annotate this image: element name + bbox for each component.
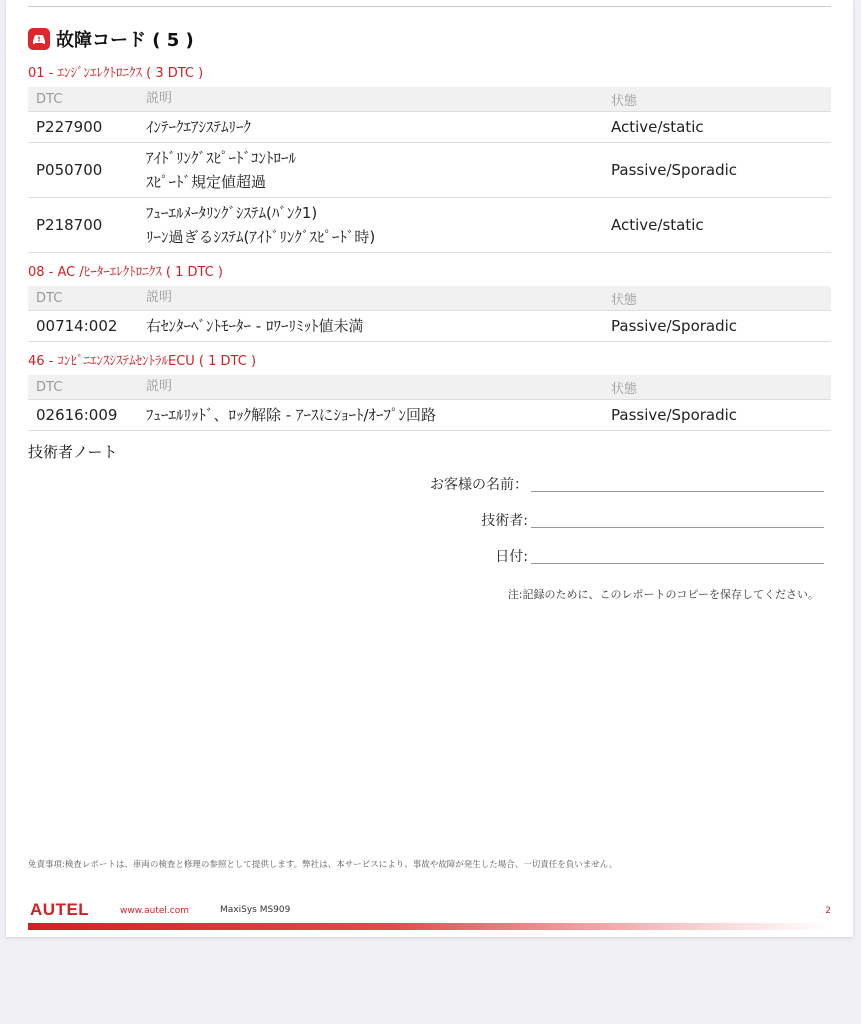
group-title-convenience-ecu: 46 - ｺﾝﾋﾞﾆｴﾝｽｼｽﾃﾑｾﾝﾄﾗﾙECU ( 1 DTC ) [28, 354, 257, 369]
header-dtc: DTC [36, 91, 63, 107]
customer-name-field [28, 474, 824, 496]
header-status: 状態 [611, 93, 638, 109]
group-title-ac-heater: 08 - AC /ﾋｰﾀｰｴﾚｸﾄﾛﾆｸｽ ( 1 DTC ) [28, 265, 223, 280]
customer-name-line [531, 491, 824, 492]
description-line: ﾘｰﾝ過ぎるｼｽﾃﾑ(ｱｲﾄﾞﾘﾝｸﾞｽﾋﾟｰﾄﾞ時) [146, 228, 376, 246]
device-model: MaxiSys MS909 [220, 905, 291, 915]
dtc-table-engine [28, 87, 831, 253]
dtc-status: Passive/Sporadic [611, 317, 738, 335]
dtc-description [146, 403, 611, 427]
dtc-status: Active/static [611, 216, 704, 234]
technician-label: 技術者: [481, 513, 528, 529]
table-row [28, 399, 831, 431]
date-label: 日付: [495, 549, 528, 565]
dtc-status: Active/static [611, 118, 704, 136]
report-page [6, 0, 853, 937]
save-copy-note: 注:記録のために、このレポートのコピーを保存してください。 [507, 588, 819, 601]
dtc-table-convenience-ecu [28, 375, 831, 431]
autel-logo: AUTEL [30, 900, 90, 919]
technician-line [531, 527, 824, 528]
description-line: ﾌｭｰｴﾙﾒｰﾀﾘﾝｸﾞｼｽﾃﾑ(ﾊﾞﾝｸ1) [146, 204, 318, 222]
header-status: 状態 [611, 381, 638, 397]
footer [28, 898, 831, 932]
description-line: ｽﾋﾟｰﾄﾞ規定値超過 [146, 173, 267, 191]
dtc-code: P227900 [36, 118, 103, 136]
customer-name-label: お客様の名前： [430, 477, 528, 493]
footer-gradient-bar [28, 923, 831, 930]
description-line: ﾌｭｰｴﾙﾘｯﾄﾞ、ﾛｯｸ解除 - ｱｰｽにｼｮｰﾄ/ｵｰﾌﾟﾝ回路 [146, 406, 437, 424]
header-description: 説明 [146, 290, 173, 305]
header-dtc: DTC [36, 290, 63, 306]
website-link[interactable]: www.autel.com [120, 906, 189, 916]
description-line: ｲﾝﾃｰｸｴｱｼｽﾃﾑﾘｰｸ [146, 118, 252, 136]
technician-note-title: 技術者ノート [28, 443, 118, 461]
technician-field [28, 510, 824, 532]
dtc-code: 02616:009 [36, 406, 118, 424]
header-dtc: DTC [36, 379, 63, 395]
table-header [28, 286, 831, 310]
table-header [28, 375, 831, 399]
dtc-description [146, 146, 611, 194]
date-line [531, 563, 824, 564]
group-title-engine: 01 - ｴﾝｼﾞﾝｴﾚｸﾄﾛﾆｸｽ ( 3 DTC ) [28, 66, 204, 81]
table-row [28, 111, 831, 143]
page-number: 2 [825, 906, 831, 916]
dtc-status: Passive/Sporadic [611, 406, 738, 424]
dtc-code: P218700 [36, 216, 103, 234]
disclaimer: 免責事項:検査レポートは、車両の検査と修理の参照として提供します。弊社は、本サービスにより、事故や故障が発生した場合、一切責任を負いません。 [28, 860, 618, 870]
dtc-code: P050700 [36, 161, 103, 179]
warning-car-icon [28, 28, 50, 50]
header-description: 説明 [146, 379, 173, 394]
header-status: 状態 [611, 292, 638, 308]
dtc-description [146, 201, 611, 249]
section-title [28, 26, 194, 52]
table-row [28, 198, 831, 253]
section-title-text: 故障コード ( 5 ) [56, 30, 194, 51]
table-row [28, 143, 831, 198]
dtc-code: 00714:002 [36, 317, 118, 335]
table-row [28, 310, 831, 342]
header-description: 説明 [146, 91, 173, 106]
dtc-status: Passive/Sporadic [611, 161, 738, 179]
description-line: 右ｾﾝﾀｰﾍﾞﾝﾄﾓｰﾀｰ - ﾛﾜｰﾘﾐｯﾄ値未満 [146, 317, 364, 335]
dtc-description [146, 115, 611, 139]
dtc-table-ac-heater [28, 286, 831, 342]
date-field [28, 546, 824, 568]
dtc-description [146, 314, 611, 338]
top-divider [28, 6, 831, 7]
description-line: ｱｲﾄﾞﾘﾝｸﾞｽﾋﾟｰﾄﾞｺﾝﾄﾛｰﾙ [146, 149, 297, 167]
table-header [28, 87, 831, 111]
